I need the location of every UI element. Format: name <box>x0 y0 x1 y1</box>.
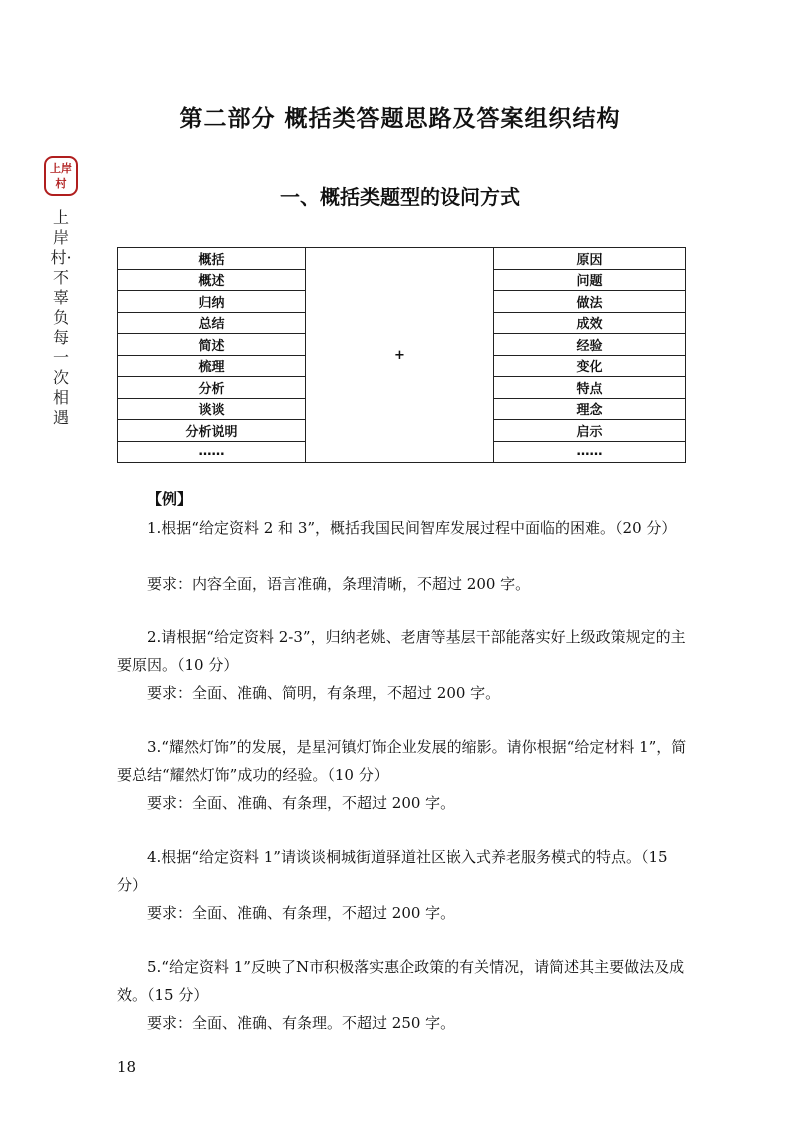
table-cell-right: 原因 <box>494 248 686 270</box>
table-cell-left: 分析说明 <box>118 420 306 442</box>
table-cell-right: …… <box>494 441 686 463</box>
question-2: 2.请根据“给定资料 2-3”，归纳老姚、老唐等基层干部能落实好上级政策规定的主要原因。（10 分） <box>117 628 686 674</box>
table-cell-left: 谈谈 <box>118 398 306 420</box>
table-cell-left: 概述 <box>118 269 306 291</box>
table-cell-right: 理念 <box>494 398 686 420</box>
table-cell-left: 分析 <box>118 377 306 399</box>
table-cell-left: 梳理 <box>118 355 306 377</box>
table-cell-right: 成效 <box>494 312 686 334</box>
page-number: 18 <box>117 1058 137 1076</box>
question-type-table <box>117 247 686 463</box>
table-row <box>118 248 686 270</box>
requirement-3: 要求：全面、准确、有条理，不超过 200 字。 <box>147 794 456 812</box>
table-cell-right: 问题 <box>494 269 686 291</box>
table-cell-left: 总结 <box>118 312 306 334</box>
table-cell-left: …… <box>118 441 306 463</box>
table-cell-right: 特点 <box>494 377 686 399</box>
table-cell-right: 变化 <box>494 355 686 377</box>
table-cell-right: 启示 <box>494 420 686 442</box>
question-5: 5.“给定资料 1”反映了N市积极落实惠企政策的有关情况，请简述其主要做法及成效。（15 分） <box>117 958 685 1004</box>
table-plus-cell: + <box>306 248 494 463</box>
table-cell-right: 经验 <box>494 334 686 356</box>
table-cell-left: 概括 <box>118 248 306 270</box>
question-4: 4.根据“给定资料 1”请谈谈桐城街道驿道社区嵌入式养老服务模式的特点。（15 分） <box>117 848 668 894</box>
requirement-5: 要求：全面、准确、有条理。不超过 250 字。 <box>147 1014 456 1032</box>
requirement-2: 要求：全面、准确、简明，有条理，不超过 200 字。 <box>147 684 501 702</box>
requirement-4: 要求：全面、准确、有条理，不超过 200 字。 <box>147 904 456 922</box>
question-3: 3.“耀然灯饰”的发展，是星河镇灯饰企业发展的缩影。请你根据“给定材料 1”，简要总结“耀然灯饰”成功的经验。（10 分） <box>117 738 687 784</box>
requirement-1: 要求：内容全面，语言准确，条理清晰，不超过 200 字。 <box>147 575 531 593</box>
table-cell-left: 简述 <box>118 334 306 356</box>
table-cell-left: 归纳 <box>118 291 306 313</box>
section-subtitle: 一、概括类题型的设问方式 <box>280 185 520 209</box>
page-title: 第二部分 概括类答题思路及答案组织结构 <box>179 105 621 132</box>
table-cell-right: 做法 <box>494 291 686 313</box>
sidebar-slogan: 上岸村·不辜负每一次相遇 <box>50 208 72 427</box>
question-1: 1.根据“给定资料 2 和 3”，概括我国民间智库发展过程中面临的困难。（20 分） <box>147 519 677 537</box>
seal-text: 上岸村 <box>50 162 72 190</box>
example-label: 【例】 <box>147 490 193 508</box>
